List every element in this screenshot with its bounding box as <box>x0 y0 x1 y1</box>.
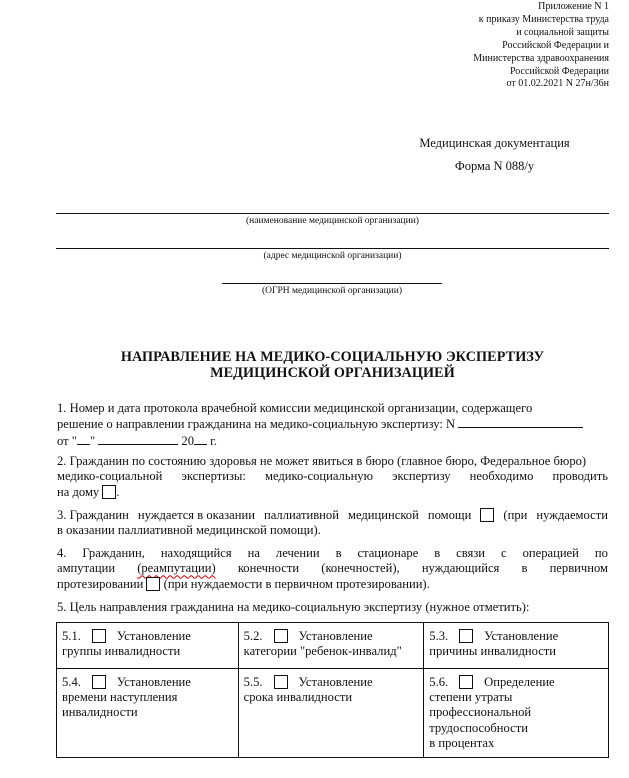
goal-number: 5.5. <box>243 675 263 689</box>
appendix-line: Министерства здравоохранения <box>473 52 609 64</box>
word: Гражданин, <box>82 546 145 560</box>
goal-label: Установление <box>116 629 191 643</box>
word: экспертизы: <box>181 469 246 484</box>
goal-5-4-checkbox[interactable] <box>92 675 106 689</box>
goal-label: профессиональной <box>429 705 532 720</box>
protocol-year-field[interactable] <box>194 433 207 445</box>
goal-number: 5.4. <box>62 675 81 689</box>
period: . <box>116 484 120 499</box>
goal-5-6-checkbox[interactable] <box>459 675 473 689</box>
item-1-line-1 <box>57 401 608 416</box>
word: медико-социальную <box>264 469 374 484</box>
org-address-field[interactable] <box>56 248 609 249</box>
appendix-line: от 01.02.2021 N 27н/36н <box>506 78 609 90</box>
word: по <box>594 546 608 560</box>
goal-label: трудоспособности <box>429 720 528 735</box>
goal-number: 5.1. <box>62 629 81 643</box>
goal-5-5-checkbox[interactable] <box>274 675 288 689</box>
org-name-caption: (наименование медицинской организации) <box>246 216 419 226</box>
goal-5-1-checkbox[interactable] <box>92 629 106 643</box>
word: ампутации <box>57 561 116 576</box>
prosthetics-label: протезировании <box>57 576 144 591</box>
word: экспертизу <box>392 469 451 484</box>
document-title <box>60 350 605 381</box>
appendix-reference <box>473 1 609 91</box>
word: в <box>434 546 441 560</box>
item-2-line-3 <box>57 485 608 500</box>
item-2 <box>57 454 608 500</box>
goal-label: времени наступления <box>62 690 178 705</box>
goal-label: группы инвалидности <box>62 644 181 659</box>
word: нуждаемости <box>536 508 608 522</box>
goal-option-5-2 <box>238 623 424 669</box>
word: конечности <box>237 561 300 576</box>
word: с <box>501 546 507 560</box>
item-1-text: решение о направлении гражданина на медико-социальную экспертизу: N <box>57 417 456 432</box>
goal-label: причины инвалидности <box>429 644 557 659</box>
word: медицинской <box>347 508 419 522</box>
goal-5-3-checkbox[interactable] <box>459 629 473 643</box>
year-prefix: 20 <box>181 433 194 448</box>
goal-number: 5.2. <box>243 629 263 643</box>
goal-option-5-6 <box>424 669 609 758</box>
word: на <box>247 546 260 560</box>
spellcheck-flagged-word: (реампутации) <box>137 561 216 576</box>
goal-label: Определение <box>484 675 555 689</box>
word: нуждается в оказании <box>137 508 255 522</box>
item-3 <box>57 508 608 539</box>
home-exam-checkbox[interactable] <box>102 485 116 499</box>
word: (конечностей), <box>321 561 400 576</box>
goal-label: срока инвалидности <box>243 690 353 705</box>
form-number-label: Форма N 088/у <box>454 159 535 173</box>
word: в <box>335 546 342 560</box>
word: помощи <box>427 508 472 522</box>
protocol-month-field[interactable] <box>98 433 178 445</box>
date-prefix: от " <box>57 433 77 448</box>
org-ogrn-caption: (ОГРН медицинской организации) <box>261 286 403 296</box>
org-ogrn-field[interactable] <box>222 283 442 284</box>
item-1-line-3 <box>57 433 608 449</box>
item-2-line-2 <box>57 469 608 484</box>
goal-option-5-4 <box>57 669 239 758</box>
goal-label: Установление <box>298 675 373 689</box>
appendix-line: Российской Федерации <box>509 65 609 77</box>
goal-label: инвалидности <box>62 705 138 720</box>
goal-label: Установление <box>298 629 373 643</box>
item-4-line-2 <box>57 561 608 576</box>
form-header <box>412 132 577 178</box>
appendix-line: Российской Федерации и <box>502 39 609 51</box>
date-quote: " <box>89 433 96 448</box>
item-5-heading: 5. Цель направления гражданина на медико-социальную экспертизу (нужное отметить): <box>57 600 530 614</box>
year-suffix: г. <box>210 433 218 448</box>
table-row <box>57 669 609 758</box>
item-4-line-3 <box>57 577 608 592</box>
doc-type-label: Медицинская документация <box>419 136 570 150</box>
word: нуждающийся <box>421 561 500 576</box>
goal-option-5-1 <box>57 623 239 669</box>
palliative-care-checkbox[interactable] <box>480 508 494 522</box>
goal-number: 5.3. <box>429 629 449 643</box>
prosthetics-checkbox[interactable] <box>146 577 160 591</box>
table-row <box>57 623 609 669</box>
item-5 <box>57 600 608 615</box>
protocol-number-field[interactable] <box>458 416 583 428</box>
goal-label: в процентах <box>429 735 495 750</box>
item-4 <box>57 546 608 592</box>
referral-goals-table <box>56 622 609 758</box>
appendix-line: Приложение N 1 <box>538 1 609 12</box>
word: первичном <box>549 561 608 576</box>
goal-label: степени утраты <box>429 690 513 705</box>
item-3-line-2: в оказании паллиативной медицинской помощи). <box>57 523 321 538</box>
appendix-line: к приказу Министерства труда <box>478 13 609 25</box>
word: связи <box>456 546 486 560</box>
appendix-line: и социальной защиты <box>516 26 609 38</box>
word: операцией <box>522 546 579 560</box>
protocol-day-field[interactable] <box>77 433 90 445</box>
word: 3. Гражданин <box>57 508 129 522</box>
prosthetics-note: (при нуждаемости в первичном протезировании). <box>163 576 430 591</box>
goal-option-5-3 <box>424 623 609 669</box>
item-3-line-1 <box>57 508 608 523</box>
word: 4. <box>57 546 67 560</box>
item-4-line-1 <box>57 546 608 561</box>
word: стационаре <box>357 546 419 560</box>
word: паллиативной <box>263 508 339 522</box>
word: лечении <box>275 546 320 560</box>
goal-label: категории "ребенок-инвалид" <box>243 644 402 659</box>
item-1 <box>57 401 608 449</box>
goal-5-2-checkbox[interactable] <box>274 629 288 643</box>
goal-option-5-5 <box>238 669 424 758</box>
word: (при <box>503 508 528 522</box>
goal-label: Установление <box>484 629 559 643</box>
word: проводить <box>552 469 608 484</box>
goal-label: Установление <box>116 675 191 689</box>
item-2-line-1: 2. Гражданин по состоянию здоровья не может явиться в бюро (главное бюро, Федеральное бюро) <box>57 454 587 468</box>
title-line-2: МЕДИЦИНСКОЙ ОРГАНИЗАЦИЕЙ <box>210 364 455 381</box>
org-name-field[interactable] <box>56 213 609 214</box>
word: находящийся <box>160 546 232 560</box>
org-address-caption: (адрес медицинской организации) <box>263 251 402 261</box>
item-1-text: 1. Номер и дата протокола врачебной комиссии медицинской организации, содержащего <box>57 401 533 415</box>
home-exam-label: на дому <box>57 484 100 499</box>
word: в <box>521 561 528 576</box>
title-line-1: НАПРАВЛЕНИЕ НА МЕДИКО-СОЦИАЛЬНУЮ ЭКСПЕРТИЗУ <box>120 349 545 365</box>
word: медико-социальной <box>57 469 163 484</box>
item-1-line-2 <box>57 416 608 432</box>
goal-number: 5.6. <box>429 675 449 689</box>
word: необходимо <box>469 469 534 484</box>
